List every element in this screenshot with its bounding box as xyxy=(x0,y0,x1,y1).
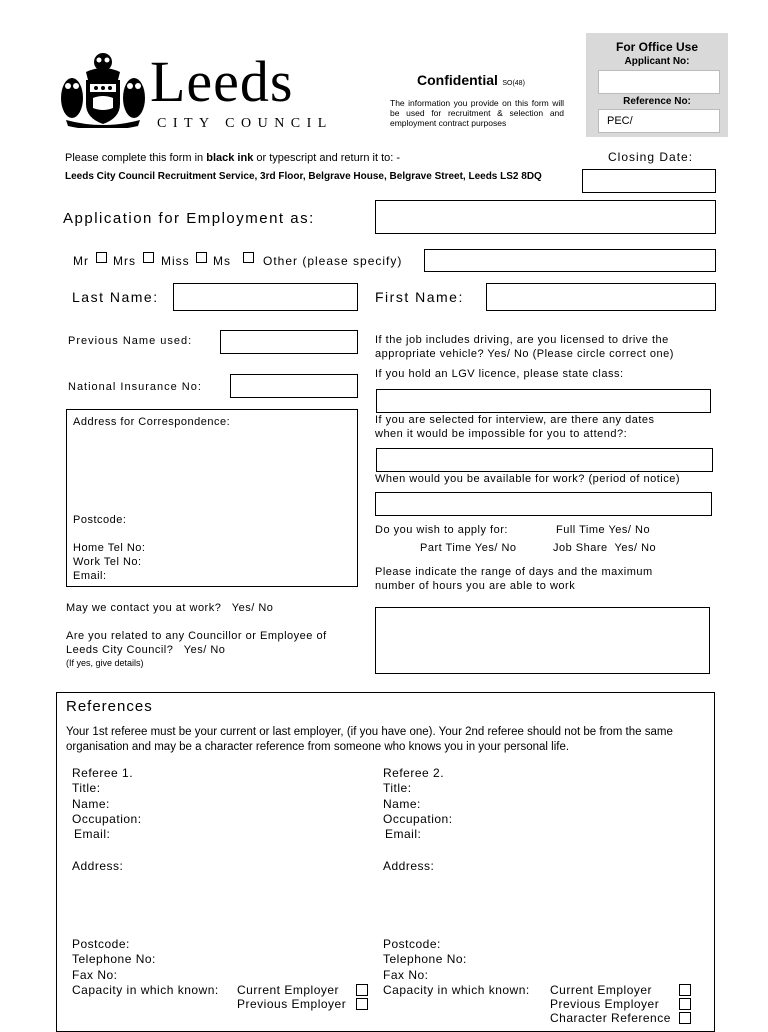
work-tel-label: Work Tel No: xyxy=(73,556,142,568)
confidential-info: The information you provide on this form will be used for recruitment & selection and employment contract purposes xyxy=(390,98,564,128)
interview-dates-field[interactable] xyxy=(376,448,713,472)
reference-no-field[interactable] xyxy=(598,109,720,133)
confidential-heading xyxy=(417,72,525,90)
referee-1-address-label: Address: xyxy=(72,859,124,873)
referee-1-heading: Referee 1. xyxy=(72,766,134,780)
referee-2-telephone-label: Telephone No: xyxy=(383,952,467,966)
referee-2-character-reference-checkbox[interactable] xyxy=(679,1012,691,1024)
referee-2-postcode-label: Postcode: xyxy=(383,937,441,951)
referee-1-postcode-label: Postcode: xyxy=(72,937,130,951)
contact-at-work: May we contact you at work? Yes/ No xyxy=(66,602,274,614)
title-miss-checkbox[interactable] xyxy=(196,252,207,263)
closing-date-label: Closing Date: xyxy=(608,150,694,164)
applicant-no-field[interactable] xyxy=(598,70,720,94)
title-mrs-label: Mrs xyxy=(113,254,136,268)
referee-2-current-employer-label: Current Employer xyxy=(550,983,653,997)
application-label: Application for Employment as: xyxy=(63,210,315,227)
referee-2-fax-label: Fax No: xyxy=(383,968,429,982)
referee-1-title-label: Title: xyxy=(72,781,101,795)
instructions-bold: black ink xyxy=(206,152,254,164)
last-name-field[interactable] xyxy=(173,283,358,311)
related-question-2: Leeds City Council? Yes/ No xyxy=(66,644,226,656)
referee-2-current-employer-checkbox[interactable] xyxy=(679,984,691,996)
form-code: SO(48) xyxy=(502,80,525,87)
address-box[interactable] xyxy=(66,409,358,587)
council-crest-icon xyxy=(58,50,148,128)
availability-field[interactable] xyxy=(375,492,712,516)
driving-question-1: If the job includes driving, are you licensed to drive the xyxy=(375,334,669,346)
return-address: Leeds City Council Recruitment Service, 3rd Floor, Belgrave House, Belgrave Street, Leeds LS2 8DQ xyxy=(65,171,542,182)
application-post-field[interactable] xyxy=(375,200,716,234)
referee-1-telephone-label: Telephone No: xyxy=(72,952,156,966)
referee-2-name-label: Name: xyxy=(383,797,421,811)
availability-question: When would you be available for work? (period of notice) xyxy=(375,473,680,485)
title-other-field[interactable] xyxy=(424,249,716,272)
first-name-label: First Name: xyxy=(375,289,464,305)
confidential-label: Confidential xyxy=(417,72,498,88)
last-name-label: Last Name: xyxy=(72,289,159,305)
office-use-title: For Office Use xyxy=(615,40,699,54)
range-question-2: number of hours you are able to work xyxy=(375,580,576,592)
interview-question-1: If you are selected for interview, are there any dates xyxy=(375,414,655,426)
previous-name-label: Previous Name used: xyxy=(68,335,193,347)
first-name-field[interactable] xyxy=(486,283,716,311)
lgv-class-field[interactable] xyxy=(376,389,711,413)
references-title: References xyxy=(66,698,153,715)
title-other-label: Other (please specify) xyxy=(263,254,403,268)
referee-1-capacity-label: Capacity in which known: xyxy=(72,983,219,997)
applicant-no-label: Applicant No: xyxy=(624,56,690,67)
references-intro: Your 1st referee must be your current or last employer, (if you have one). Your 2nd referee should not be from the same organisation and may be a character reference from someone who knows you in your personal life. xyxy=(66,726,673,753)
referee-1-fax-label: Fax No: xyxy=(72,968,118,982)
related-question-1: Are you related to any Councillor or Employee of xyxy=(66,630,327,642)
logo-subtitle: CITY COUNCIL xyxy=(157,116,333,131)
referee-2-character-reference-label: Character Reference xyxy=(550,1011,671,1025)
reference-no-value: PEC/ xyxy=(607,115,633,127)
referee-1-name-label: Name: xyxy=(72,797,110,811)
referee-1-previous-employer-label: Previous Employer xyxy=(237,997,347,1011)
referee-1-occupation-label: Occupation: xyxy=(72,812,142,826)
referee-1-current-employer-checkbox[interactable] xyxy=(356,984,368,996)
part-time-option: Part Time Yes/ No xyxy=(420,542,517,554)
related-note: (If yes, give details) xyxy=(66,658,144,668)
driving-question-2: appropriate vehicle? Yes/ No (Please circle correct one) xyxy=(375,348,674,360)
referee-2-previous-employer-label: Previous Employer xyxy=(550,997,660,1011)
instructions-line xyxy=(65,152,400,164)
title-other-checkbox[interactable] xyxy=(243,252,254,263)
referee-2-capacity-label: Capacity in which known: xyxy=(383,983,530,997)
job-share-option: Job Share Yes/ No xyxy=(553,542,657,554)
closing-date-field[interactable] xyxy=(582,169,716,193)
range-question-1: Please indicate the range of days and the maximum xyxy=(375,566,653,578)
interview-question-2: when it would be impossible for you to attend?: xyxy=(375,428,628,440)
national-insurance-field[interactable] xyxy=(230,374,358,398)
referee-2-previous-employer-checkbox[interactable] xyxy=(679,998,691,1010)
range-hours-field[interactable] xyxy=(375,607,710,674)
referee-1-current-employer-label: Current Employer xyxy=(237,983,340,997)
email-label: Email: xyxy=(73,570,107,582)
referee-2-address-label: Address: xyxy=(383,859,435,873)
referee-2-email-label: Email: xyxy=(385,827,422,841)
national-insurance-label: National Insurance No: xyxy=(68,381,202,393)
referee-2-heading: Referee 2. xyxy=(383,766,445,780)
referee-2-title-label: Title: xyxy=(383,781,412,795)
address-label: Address for Correspondence: xyxy=(73,416,231,428)
apply-for-label: Do you wish to apply for: xyxy=(375,524,508,536)
previous-name-field[interactable] xyxy=(220,330,358,354)
instructions-post: or typescript and return it to: - xyxy=(253,152,401,164)
lgv-question: If you hold an LGV licence, please state class: xyxy=(375,368,624,380)
full-time-option: Full Time Yes/ No xyxy=(556,524,651,536)
logo-name: Leeds xyxy=(150,49,294,114)
title-miss-label: Miss xyxy=(161,254,190,268)
referee-1-email-label: Email: xyxy=(74,827,111,841)
title-ms-label: Ms xyxy=(213,254,231,268)
reference-no-label: Reference No: xyxy=(623,96,691,107)
referee-1-previous-employer-checkbox[interactable] xyxy=(356,998,368,1010)
title-mr-checkbox[interactable] xyxy=(96,252,107,263)
title-mr-label: Mr xyxy=(73,254,89,268)
postcode-label: Postcode: xyxy=(73,514,127,526)
instructions-pre: Please complete this form in xyxy=(65,152,207,164)
home-tel-label: Home Tel No: xyxy=(73,542,146,554)
referee-2-occupation-label: Occupation: xyxy=(383,812,453,826)
title-mrs-checkbox[interactable] xyxy=(143,252,154,263)
